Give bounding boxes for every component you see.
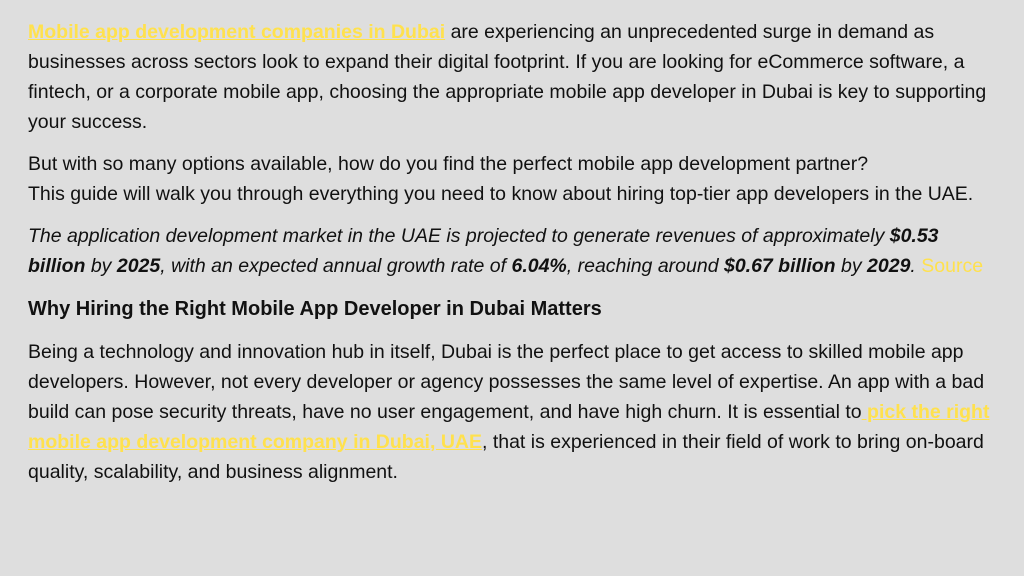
guide-paragraph bbox=[28, 149, 998, 209]
stats-text-3: , with an expected annual growth rate of bbox=[160, 255, 512, 277]
stats-text-2: by bbox=[85, 255, 117, 277]
stats-growth-rate: 6.04% bbox=[511, 255, 567, 277]
intro-paragraph bbox=[28, 17, 998, 137]
source-link[interactable]: Source bbox=[921, 255, 984, 277]
hiring-paragraph bbox=[28, 337, 998, 487]
guide-question: But with so many options available, how do you find the perfect mobile app development partner? bbox=[28, 153, 869, 175]
stats-text-5: by bbox=[835, 255, 868, 277]
hiring-text-2: , that is experienced in their field of work to bring on-board quality, scalability, and business alignment. bbox=[28, 431, 984, 483]
market-stats-paragraph bbox=[28, 221, 998, 281]
stats-text-6: . bbox=[910, 255, 922, 277]
stats-year-2029: 2029 bbox=[867, 255, 911, 277]
companies-dubai-link[interactable]: Mobile app development companies in Dubai bbox=[28, 21, 446, 43]
pick-company-link[interactable]: pick the right mobile app development company in Dubai, UAE bbox=[28, 401, 990, 453]
stats-text-4: , reaching around bbox=[566, 255, 724, 277]
stats-revenue-2025: $0.53 billion bbox=[28, 225, 939, 277]
guide-text: This guide will walk you through everything you need to know about hiring top-tier app developers in the UAE. bbox=[28, 183, 974, 205]
stats-year-2025: 2025 bbox=[116, 255, 161, 277]
intro-text: are experiencing an unprecedented surge in demand as businesses across sectors look to expand their digital footprint. If you are looking for eCommerce software, a fintech, or a corporate mobile app, choosing the appropriate mobile app developer in Dubai is key to supporting your success. bbox=[28, 21, 987, 133]
stats-revenue-2029: $0.67 billion bbox=[723, 255, 836, 277]
stats-text-1: The application development market in the UAE is projected to generate revenues of approximately bbox=[28, 225, 890, 247]
hiring-text-1: Being a technology and innovation hub in itself, Dubai is the perfect place to get access to skilled mobile app developers. However, not every developer or agency possesses the same level of expertise. An app with a bad build can pose security threats, have no user engagement, and have high churn. It is essential to bbox=[28, 341, 985, 423]
section-heading: Why Hiring the Right Mobile App Developer in Dubai Matters bbox=[28, 298, 602, 320]
